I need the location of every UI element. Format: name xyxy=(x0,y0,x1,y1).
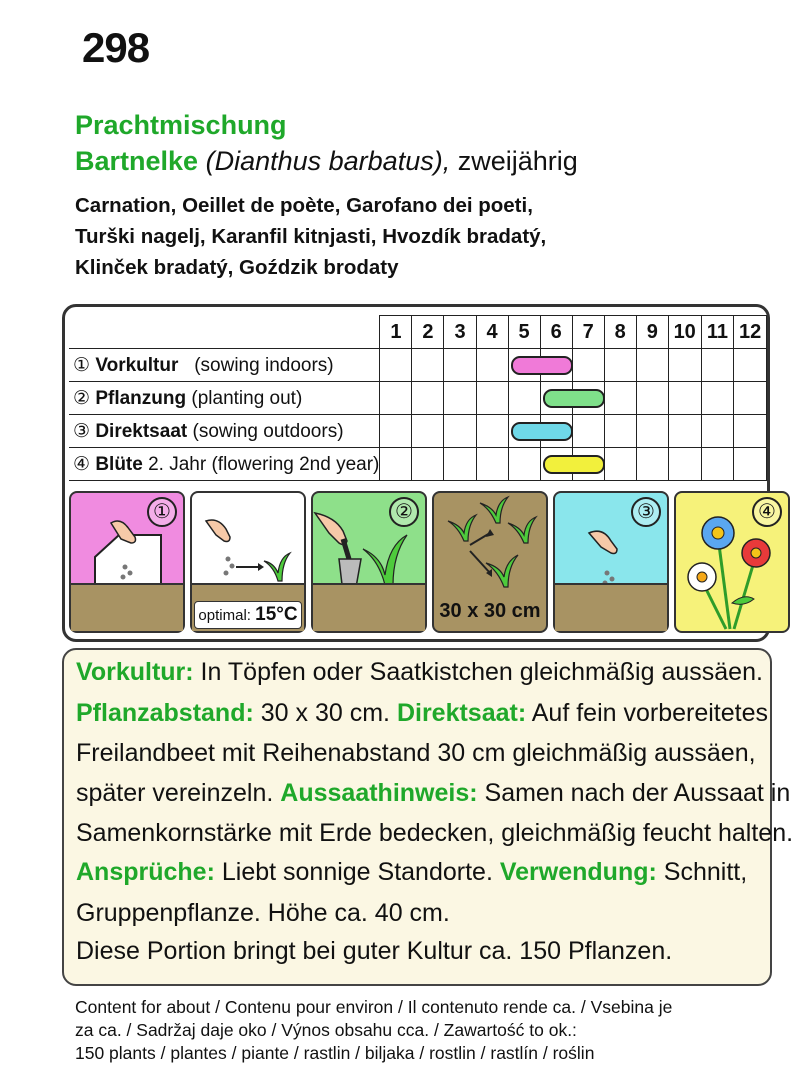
month-cell xyxy=(604,448,636,481)
panel-spacing xyxy=(432,491,548,633)
month-cell xyxy=(734,415,767,448)
month-cell xyxy=(380,349,412,382)
names-line: Klinček bradatý, Goździk brodaty xyxy=(75,256,399,279)
aussaathinweis-label: Aussaathinweis: xyxy=(280,779,478,807)
ansprueche-text: Liebt sonnige Standorte. xyxy=(221,858,493,886)
step-number-4: ④ xyxy=(752,497,782,527)
month-cell xyxy=(412,415,444,448)
calendar-row-pflanzung xyxy=(69,382,767,415)
info-line xyxy=(76,701,768,726)
calendar-row-bluete xyxy=(69,448,767,481)
month-cell xyxy=(444,349,476,382)
temperature-value: 15°C xyxy=(255,604,298,625)
month-cell xyxy=(476,415,508,448)
month-cell xyxy=(668,382,701,415)
soil xyxy=(71,583,183,631)
names-line: Turški nagelj, Karanfil kitnjasti, Hvozdík bradatý, xyxy=(75,225,547,248)
month-9: 9 xyxy=(636,316,668,349)
month-cell xyxy=(734,382,767,415)
info-line: Freilandbeet mit Reihenabstand 30 cm gleichmäßig aussäen, xyxy=(76,739,756,767)
latin-name: (Dianthus barbatus), xyxy=(205,146,451,176)
temperature-prefix: optimal: xyxy=(198,607,251,624)
month-cell xyxy=(701,415,734,448)
month-cell xyxy=(476,382,508,415)
period-bar xyxy=(511,356,573,375)
month-cell xyxy=(540,448,572,481)
month-cell xyxy=(380,382,412,415)
soil xyxy=(555,583,667,631)
month-cell xyxy=(476,349,508,382)
footer-line: 150 plants / plantes / piante / rastlin / biljaka / rostlin / rastlín / roślin xyxy=(75,1043,595,1063)
month-cell xyxy=(380,415,412,448)
month-cell xyxy=(508,415,540,448)
row-label xyxy=(69,349,380,382)
month-cell xyxy=(734,349,767,382)
month-cell xyxy=(444,448,476,481)
soil xyxy=(313,583,425,631)
month-cell xyxy=(572,349,604,382)
month-cell xyxy=(508,448,540,481)
row-title: Blüte xyxy=(95,453,143,475)
panel-temperature xyxy=(190,491,306,633)
row-number: ② xyxy=(73,387,91,409)
month-cell xyxy=(734,448,767,481)
row-note: 2. Jahr (flowering 2nd year) xyxy=(148,453,380,475)
month-cell xyxy=(701,349,734,382)
footer-line: za ca. / Sadržaj daje oko / Výnos obsahu cca. / Zawartość to ok.: xyxy=(75,1020,577,1040)
direktsaat-text: Auf fein vorbereitetes xyxy=(531,699,768,727)
month-1: 1 xyxy=(380,316,412,349)
packet-number: 298 xyxy=(82,24,150,71)
row-label xyxy=(69,448,380,481)
verwendung-label: Verwendung: xyxy=(499,858,657,886)
month-cell xyxy=(701,382,734,415)
step-number-1: ① xyxy=(147,497,177,527)
month-cell xyxy=(380,448,412,481)
aussaathinweis-text: Samen nach der Aussaat in xyxy=(484,779,791,807)
row-title: Pflanzung xyxy=(95,387,187,409)
row-label xyxy=(69,415,380,448)
row-note: (sowing indoors) xyxy=(194,354,334,376)
month-cell xyxy=(604,415,636,448)
translated-names xyxy=(75,190,546,283)
month-cell xyxy=(604,349,636,382)
content-footer xyxy=(75,996,672,1065)
temperature-caption xyxy=(194,601,302,629)
species-title xyxy=(75,146,578,177)
month-cell xyxy=(636,382,668,415)
month-cell xyxy=(668,349,701,382)
panel-flowering xyxy=(674,491,790,633)
month-header-row xyxy=(69,316,767,349)
row-title: Vorkultur xyxy=(95,354,179,376)
month-cell xyxy=(572,415,604,448)
pflanzabstand-text: 30 x 30 cm. xyxy=(260,699,390,727)
month-cell xyxy=(412,382,444,415)
pflanzabstand-label: Pflanzabstand: xyxy=(76,699,254,727)
vorkultur-text: In Töpfen oder Saatkistchen gleichmäßig aussäen. xyxy=(200,658,763,686)
month-cell xyxy=(636,448,668,481)
month-10: 10 xyxy=(668,316,701,349)
sowing-calendar xyxy=(62,304,776,642)
month-5: 5 xyxy=(508,316,540,349)
month-cell xyxy=(412,349,444,382)
month-4: 4 xyxy=(476,316,508,349)
month-3: 3 xyxy=(444,316,476,349)
footer-line: Content for about / Contenu pour environ / Il contenuto rende ca. / Vsebina je xyxy=(75,997,673,1017)
month-cell xyxy=(636,349,668,382)
cultivation-info xyxy=(62,648,794,986)
month-6: 6 xyxy=(540,316,572,349)
lifecycle-note: zweijährig xyxy=(457,146,578,176)
step-number-3: ③ xyxy=(631,497,661,527)
row-label xyxy=(69,382,380,415)
calendar-table xyxy=(69,315,767,481)
month-8: 8 xyxy=(604,316,636,349)
panel-planting-out xyxy=(311,491,427,633)
month-12: 12 xyxy=(734,316,767,349)
vorkultur-label: Vorkultur: xyxy=(76,658,194,686)
row-note: (sowing outdoors) xyxy=(192,420,344,442)
direktsaat-label: Direktsaat: xyxy=(396,699,527,727)
month-cell xyxy=(668,448,701,481)
step-number-2: ② xyxy=(389,497,419,527)
variety-title: Prachtmischung xyxy=(75,110,287,140)
month-cell xyxy=(636,415,668,448)
info-text: später vereinzeln. xyxy=(76,779,274,807)
instruction-panels xyxy=(69,491,790,633)
row-note: (planting out) xyxy=(191,387,303,409)
calendar-corner xyxy=(69,316,380,349)
info-line: Diese Portion bringt bei guter Kultur ca. 150 Pflanzen. xyxy=(76,937,673,965)
row-number: ③ xyxy=(73,420,91,442)
month-2: 2 xyxy=(412,316,444,349)
species-name: Bartnelke xyxy=(75,146,199,176)
verwendung-text: Schnitt, xyxy=(663,858,748,886)
info-line xyxy=(76,660,763,685)
month-cell xyxy=(668,415,701,448)
month-cell xyxy=(476,448,508,481)
month-cell xyxy=(444,415,476,448)
period-bar xyxy=(543,389,605,408)
row-number: ① xyxy=(73,354,91,376)
info-line xyxy=(76,860,747,885)
month-11: 11 xyxy=(701,316,734,349)
month-cell xyxy=(604,382,636,415)
names-line: Carnation, Oeillet de poète, Garofano dei poeti, xyxy=(75,194,533,217)
month-cell xyxy=(508,382,540,415)
month-cell xyxy=(412,448,444,481)
period-bar xyxy=(511,422,573,441)
info-line xyxy=(76,781,790,806)
calendar-row-vorkultur xyxy=(69,349,767,382)
period-bar xyxy=(543,455,605,474)
row-title: Direktsaat xyxy=(95,420,188,442)
month-7: 7 xyxy=(572,316,604,349)
panel-sowing-indoors xyxy=(69,491,185,633)
row-number: ④ xyxy=(73,453,91,475)
calendar-row-direktsaat xyxy=(69,415,767,448)
month-cell xyxy=(444,382,476,415)
info-line: Gruppenpflanze. Höhe ca. 40 cm. xyxy=(76,899,450,927)
panel-sowing-outdoors xyxy=(553,491,669,633)
info-line: Samenkornstärke mit Erde bedecken, gleichmäßig feucht halten. xyxy=(76,819,794,847)
month-cell xyxy=(701,448,734,481)
ansprueche-label: Ansprüche: xyxy=(76,858,215,886)
month-cell xyxy=(540,382,572,415)
month-cell xyxy=(508,349,540,382)
spacing-caption: 30 x 30 cm xyxy=(439,600,541,622)
